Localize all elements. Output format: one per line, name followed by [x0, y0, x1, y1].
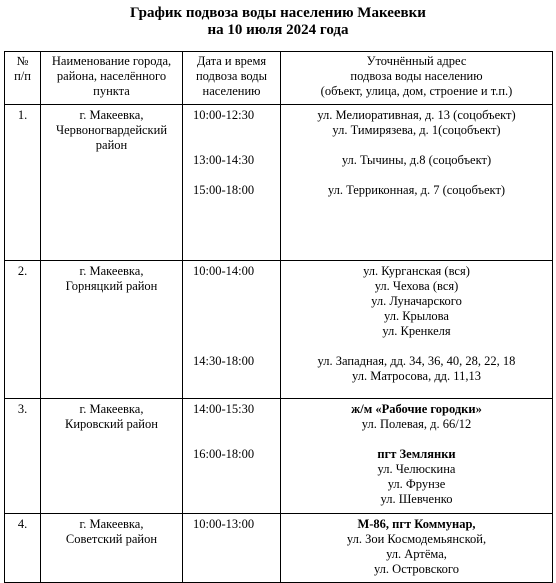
address-line: ул. Островского	[373, 562, 459, 576]
table-row	[5, 105, 553, 261]
row-number-text: 1.	[17, 108, 28, 122]
row-number-text: 4.	[17, 517, 28, 531]
row-town	[41, 261, 183, 399]
address-line: ул. Артёма,	[386, 547, 447, 561]
row-times	[183, 399, 281, 514]
address-line: ул. Терриконная, д. 7 (соцобъект)	[327, 183, 506, 197]
address-line: ул. Луначарского	[371, 294, 462, 308]
address-line: ул. Тимирязева, д. 1(соцобъект)	[332, 123, 501, 137]
time-slot: 13:00-14:30	[193, 153, 255, 167]
row-town	[41, 105, 183, 261]
time-slot: 14:30-18:00	[193, 354, 255, 368]
row-times	[183, 514, 281, 583]
address-line: ул. Мелиоративная, д. 13 (соцобъект)	[317, 108, 516, 122]
settlement-heading: М-86, пгт Коммунар,	[357, 517, 476, 531]
header-text: п/п	[14, 69, 31, 83]
row-number-text: 2.	[17, 264, 28, 278]
address-line: ул. Курганская (вся)	[363, 264, 470, 278]
town-text: Кировский район	[65, 417, 158, 431]
address-line: ул. Полевая, д. 66/12	[361, 417, 472, 431]
time-slot: 10:00-13:00	[193, 517, 255, 531]
schedule-table	[4, 51, 553, 583]
town-text: Горняцкий район	[65, 279, 158, 293]
header-text: №	[16, 54, 29, 68]
address-line: ул. Зои Космодемьянской,	[346, 532, 487, 546]
row-number	[5, 399, 41, 514]
header-town	[41, 52, 183, 105]
header-text: Наименование города,	[51, 54, 172, 68]
time-slot: 15:00-18:00	[193, 183, 255, 197]
town-text: Советский район	[65, 532, 158, 546]
header-text: Дата и время	[196, 54, 267, 68]
address-line: ул. Тычины, д.8 (соцобъект)	[341, 153, 492, 167]
header-text: Уточнённый адрес	[366, 54, 467, 68]
document-subtitle: на 10 июля 2024 года	[207, 22, 349, 38]
header-address	[281, 52, 553, 105]
row-number	[5, 514, 41, 583]
time-slot: 14:00-15:30	[193, 402, 255, 416]
header-text: населению	[202, 84, 261, 98]
table-row	[5, 261, 553, 399]
settlement-heading: ж/м «Рабочие городки»	[351, 402, 482, 416]
address-line: ул. Шевченко	[380, 492, 453, 506]
address-line: ул. Западная, дд. 34, 36, 40, 28, 22, 18	[317, 354, 516, 368]
header-time	[183, 52, 281, 105]
row-town	[41, 399, 183, 514]
row-addresses	[281, 514, 553, 583]
table-row	[5, 514, 553, 583]
row-addresses	[281, 105, 553, 261]
town-text: г. Макеевка,	[79, 264, 144, 278]
row-addresses	[281, 261, 553, 399]
row-addresses	[281, 399, 553, 514]
header-text: (объект, улица, дом, строение и т.п.)	[320, 84, 513, 98]
row-number-text: 3.	[17, 402, 28, 416]
table-row	[5, 399, 553, 514]
town-text: г. Макеевка,	[79, 108, 144, 122]
address-line: ул. Фрунзе	[387, 477, 446, 491]
row-number	[5, 261, 41, 399]
settlement-heading: пгт Землянки	[377, 447, 456, 461]
row-town	[41, 514, 183, 583]
address-line: ул. Кренкеля	[382, 324, 451, 338]
header-num	[5, 52, 41, 105]
address-line: ул. Крылова	[384, 309, 449, 323]
row-number	[5, 105, 41, 261]
address-line: ул. Матросова, дд. 11,13	[352, 369, 481, 383]
town-text: район	[95, 138, 128, 152]
header-text: района, населённого	[56, 69, 167, 83]
table-header-row	[5, 52, 553, 105]
header-text: подвоза воды населению	[350, 69, 483, 83]
header-text: пункта	[93, 84, 130, 98]
time-slot: 10:00-14:00	[193, 264, 255, 278]
header-text: подвоза воды	[195, 69, 268, 83]
town-text: г. Макеевка,	[79, 517, 144, 531]
time-slot: 16:00-18:00	[193, 447, 255, 461]
address-line: ул. Челюскина	[377, 462, 456, 476]
row-times	[183, 105, 281, 261]
document-title: График подвоза воды населению Макеевки	[130, 5, 426, 21]
address-line: ул. Чехова (вся)	[374, 279, 459, 293]
row-times	[183, 261, 281, 399]
time-slot: 10:00-12:30	[193, 108, 255, 122]
town-text: г. Макеевка,	[79, 402, 144, 416]
town-text: Червоногвардейский	[55, 123, 168, 137]
